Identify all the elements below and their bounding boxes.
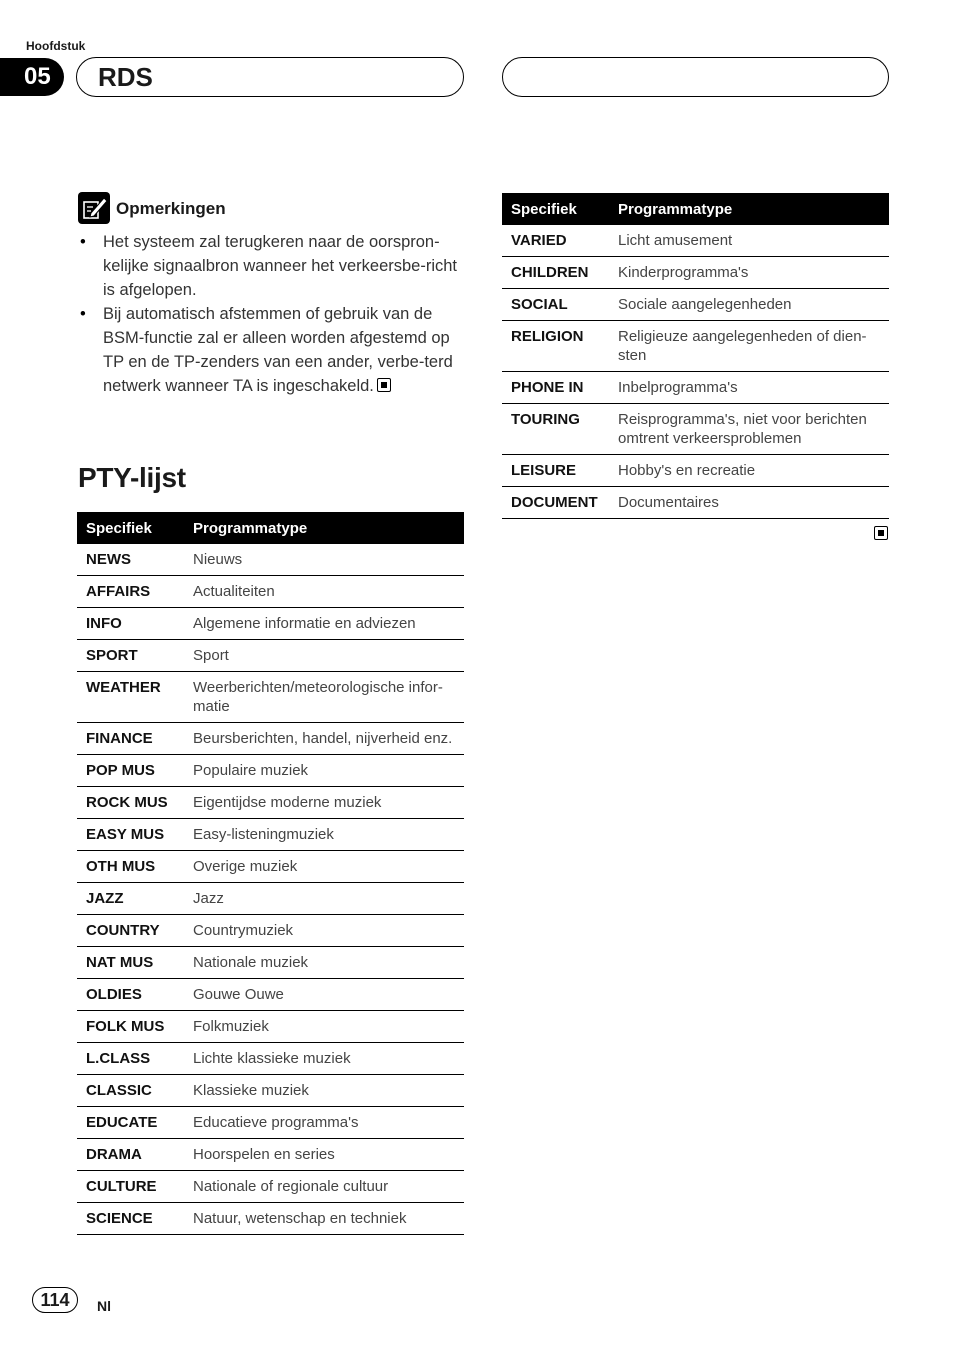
programme-type: Nationale of regionale cultuur (184, 1171, 464, 1203)
table-row (77, 576, 464, 608)
programme-type: Nationale muziek (184, 947, 464, 979)
pty-code: POP MUS (77, 755, 184, 787)
table-row (77, 544, 464, 576)
table-row (502, 487, 889, 519)
pty-code: SPORT (77, 640, 184, 672)
pty-code: AFFAIRS (77, 576, 184, 608)
chapter-label: Hoofdstuk (26, 39, 86, 53)
table-row (77, 883, 464, 915)
table-row (77, 947, 464, 979)
table-row (77, 1203, 464, 1235)
pty-code: CHILDREN (502, 257, 609, 289)
programme-type: Eigentijdse moderne muziek (184, 787, 464, 819)
table-row (77, 851, 464, 883)
pencil-note-icon (78, 192, 110, 224)
pty-table-left (77, 512, 464, 1235)
table-header-row (502, 193, 889, 225)
table-row (77, 979, 464, 1011)
column-header-type: Programmatype (609, 193, 889, 225)
table-row (77, 915, 464, 947)
pty-code: FINANCE (77, 723, 184, 755)
header-empty-pill (502, 57, 889, 97)
programme-type: Easy-listeningmuziek (184, 819, 464, 851)
language-code: Nl (97, 1298, 111, 1314)
notes-list (78, 230, 464, 398)
table-row (502, 455, 889, 487)
table-row (77, 723, 464, 755)
notes-item-text: Het systeem zal terugkeren naar de oorspron-kelijke signaalbron wanneer het verkeersbe-richt is afgelopen. (103, 233, 458, 299)
bullet-icon: • (80, 233, 86, 251)
pty-code: OLDIES (77, 979, 184, 1011)
programme-type: Beursberichten, handel, nijverheid enz. (184, 723, 464, 755)
table-row (502, 225, 889, 257)
table-row (77, 672, 464, 723)
pty-code: DOCUMENT (502, 487, 609, 519)
programme-type: Gouwe Ouwe (184, 979, 464, 1011)
pty-code: DRAMA (77, 1139, 184, 1171)
programme-type: Kinderprogramma's (609, 257, 889, 289)
programme-type: Inbelprogramma's (609, 372, 889, 404)
programme-type: Jazz (184, 883, 464, 915)
table-row (77, 1107, 464, 1139)
pty-code: SOCIAL (502, 289, 609, 321)
programme-type: Klassieke muziek (184, 1075, 464, 1107)
chapter-title: RDS (76, 57, 464, 97)
pty-code: INFO (77, 608, 184, 640)
pty-code: FOLK MUS (77, 1011, 184, 1043)
notes-item-text: Bij automatisch afstemmen of gebruik van de BSM-functie zal er alleen worden afgestemd op TP en de TP-zenders van een ander, verbe-terd netwerk wanneer TA is ingeschakeld. (103, 305, 453, 395)
pty-code: EASY MUS (77, 819, 184, 851)
programme-type: Algemene informatie en adviezen (184, 608, 464, 640)
end-of-section-icon (874, 526, 888, 540)
pty-code: ROCK MUS (77, 787, 184, 819)
table-row (502, 321, 889, 372)
table-row (502, 404, 889, 455)
pty-code: JAZZ (77, 883, 184, 915)
programme-type: Overige muziek (184, 851, 464, 883)
pty-code: L.CLASS (77, 1043, 184, 1075)
programme-type: Sport (184, 640, 464, 672)
pty-code: CULTURE (77, 1171, 184, 1203)
programme-type: Sociale aangelegenheden (609, 289, 889, 321)
pty-code: TOURING (502, 404, 609, 455)
table-row (77, 755, 464, 787)
pty-code: RELIGION (502, 321, 609, 372)
programme-type: Lichte klassieke muziek (184, 1043, 464, 1075)
programme-type: Countrymuziek (184, 915, 464, 947)
programme-type: Hobby's en recreatie (609, 455, 889, 487)
pty-code: CLASSIC (77, 1075, 184, 1107)
table-row (77, 608, 464, 640)
programme-type: Hoorspelen en series (184, 1139, 464, 1171)
pty-table-right (502, 193, 889, 519)
table-row (502, 289, 889, 321)
programme-type: Natuur, wetenschap en techniek (184, 1203, 464, 1235)
notes-item (78, 230, 464, 302)
programme-type: Religieuze aangelegenheden of dien-sten (609, 321, 889, 372)
table-row (502, 257, 889, 289)
pty-code: COUNTRY (77, 915, 184, 947)
programme-type: Reisprogramma's, niet voor berichten omtrent verkeersproblemen (609, 404, 889, 455)
column-header-code: Specifiek (77, 512, 184, 544)
pty-code: EDUCATE (77, 1107, 184, 1139)
table-header-row (77, 512, 464, 544)
pty-code: SCIENCE (77, 1203, 184, 1235)
pty-code: NEWS (77, 544, 184, 576)
programme-type: Actualiteiten (184, 576, 464, 608)
end-of-section-icon (377, 378, 391, 392)
programme-type: Educatieve programma's (184, 1107, 464, 1139)
table-row (77, 1139, 464, 1171)
programme-type: Weerberichten/meteorologische infor-matie (184, 672, 464, 723)
pty-code: WEATHER (77, 672, 184, 723)
pty-code: OTH MUS (77, 851, 184, 883)
programme-type: Licht amusement (609, 225, 889, 257)
table-row (502, 372, 889, 404)
programme-type: Populaire muziek (184, 755, 464, 787)
notes-heading: Opmerkingen (116, 199, 226, 218)
table-row (77, 1011, 464, 1043)
notes-item (78, 302, 464, 398)
section-title: PTY-lijst (78, 462, 186, 493)
table-row (77, 1075, 464, 1107)
table-row (77, 787, 464, 819)
pty-code: VARIED (502, 225, 609, 257)
bullet-icon: • (80, 305, 86, 323)
column-header-type: Programmatype (184, 512, 464, 544)
programme-type: Documentaires (609, 487, 889, 519)
table-row (77, 1043, 464, 1075)
table-row (77, 819, 464, 851)
table-row (77, 640, 464, 672)
pty-code: PHONE IN (502, 372, 609, 404)
chapter-number-badge: 05 (0, 58, 64, 96)
page-number: 114 (32, 1287, 78, 1313)
column-header-code: Specifiek (502, 193, 609, 225)
pty-code: LEISURE (502, 455, 609, 487)
programme-type: Nieuws (184, 544, 464, 576)
table-row (77, 1171, 464, 1203)
programme-type: Folkmuziek (184, 1011, 464, 1043)
pty-code: NAT MUS (77, 947, 184, 979)
